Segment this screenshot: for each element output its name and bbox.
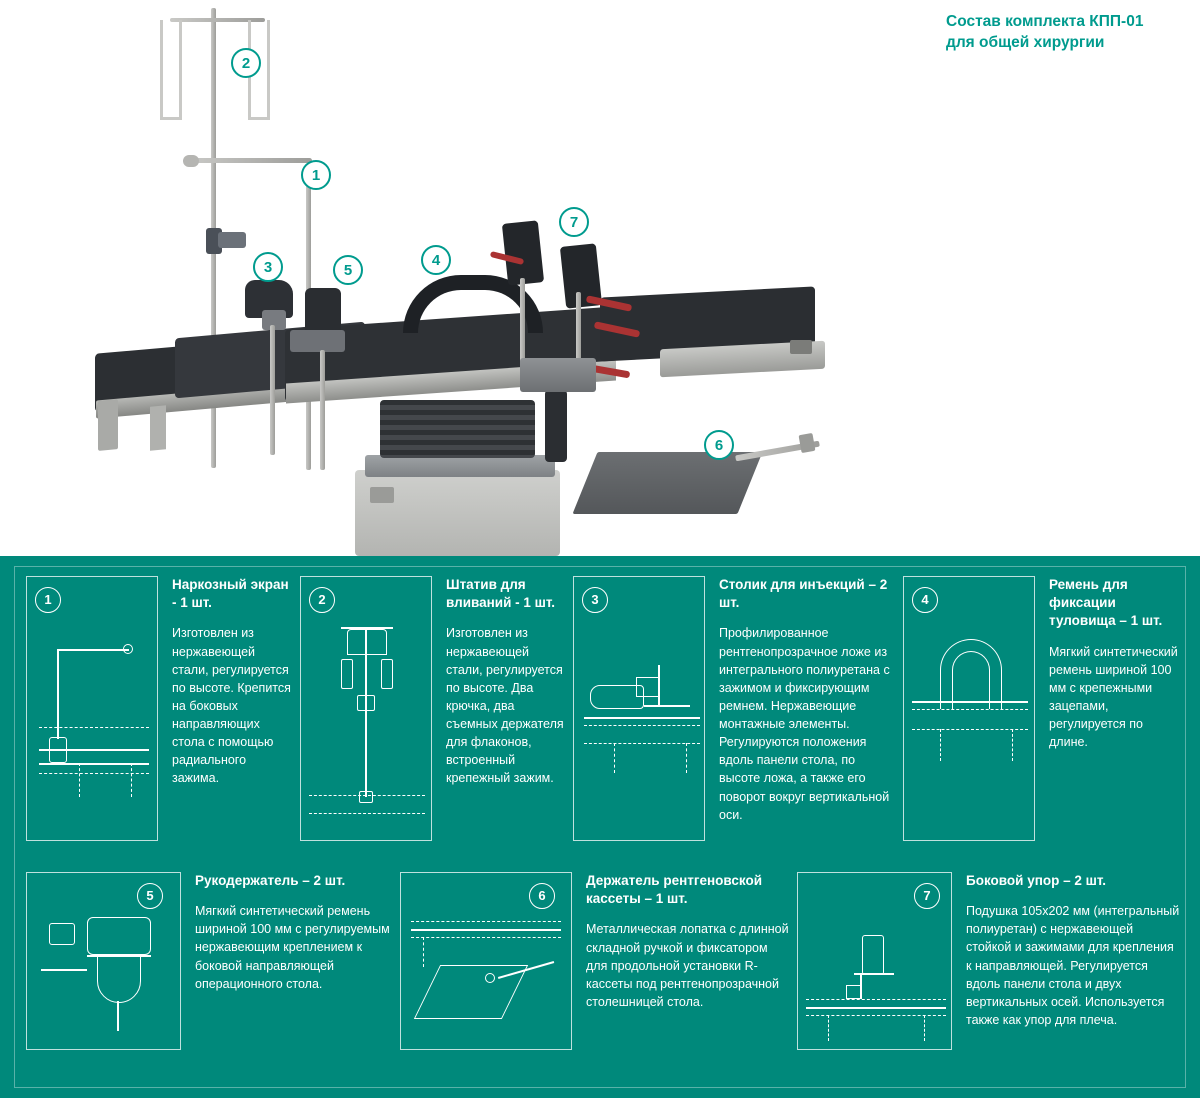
legend-panel bbox=[0, 556, 1200, 1098]
base-pedal bbox=[370, 487, 394, 503]
photo-callout-1[interactable]: 1 bbox=[301, 160, 331, 190]
legend-number-1: 1 bbox=[35, 587, 61, 613]
injection-table-post bbox=[270, 325, 275, 455]
column-bellows bbox=[380, 400, 535, 458]
legend-card-4 bbox=[903, 576, 1181, 841]
legend-number-7: 7 bbox=[914, 883, 940, 909]
legend-card-2 bbox=[300, 576, 565, 841]
figure-anesthesia-screen bbox=[26, 576, 158, 841]
hand-remote-control bbox=[545, 390, 567, 462]
arm-holder-post bbox=[320, 350, 325, 470]
legend-body-3: Профилированное рентгенопрозрачное ложе из интегрального полиуретана с зажимом и фиксирующим ремнем. Нержавеющие монтажные элементы. Регулируются положения вдоль панели стола, по высоте ложа, а также его поворот вокруг вертикальной оси. bbox=[719, 626, 890, 822]
legend-card-7 bbox=[797, 872, 1181, 1072]
leg-section-bracket-2 bbox=[150, 405, 166, 450]
legend-body-1: Изготовлен из нержавеющей стали, регулируется по высоте. Крепится на боковых направляющих стола с помощью радиального зажима. bbox=[172, 626, 291, 786]
iv-bottle-holder-left bbox=[160, 20, 182, 120]
legend-text-1 bbox=[158, 576, 291, 841]
legend-text-6 bbox=[572, 872, 790, 1072]
leg-section-bracket bbox=[98, 399, 118, 451]
legend-number-5: 5 bbox=[137, 883, 163, 909]
figure-iv-stand bbox=[300, 576, 432, 841]
figure-arm-holder bbox=[26, 872, 181, 1050]
anesthesia-screen-arm-end bbox=[183, 155, 199, 167]
head-rail-knob bbox=[790, 340, 812, 354]
legend-text-2 bbox=[432, 576, 565, 841]
legend-card-3 bbox=[573, 576, 893, 841]
legend-title-6: Держатель рентгеновской кассеты – 1 шт. bbox=[586, 873, 762, 907]
photo-callout-5[interactable]: 5 bbox=[333, 255, 363, 285]
photo-callout-2[interactable]: 2 bbox=[231, 48, 261, 78]
legend-body-5: Мягкий синтетический ремень шириной 100 мм с регулируемым нержавеющим креплением к боковой направляющей операционного стола. bbox=[195, 904, 390, 991]
legend-text-7 bbox=[952, 872, 1181, 1072]
legend-title-5: Рукодержатель – 2 шт. bbox=[195, 873, 346, 888]
arm-holder-mount bbox=[290, 330, 345, 352]
legend-body-7: Подушка 105x202 мм (интегральный полиуретан) с нержавеющей стойкой и зажимами для крепления к направляющей. Регулируется вдоль панели стола и двух вертикальных осей. Используется также как упор для плеча. bbox=[966, 904, 1180, 1027]
figure-injection-table bbox=[573, 576, 705, 841]
photo-callout-6[interactable]: 6 bbox=[704, 430, 734, 460]
legend-card-1 bbox=[26, 576, 291, 841]
iv-stand-clamp-knob bbox=[218, 232, 246, 248]
xray-cassette-plate bbox=[572, 452, 762, 514]
legend-text-3 bbox=[705, 576, 893, 841]
legend-text-4 bbox=[1035, 576, 1181, 841]
legend-body-4: Мягкий синтетический ремень шириной 100 мм с крепежными зацепами, регулируется по длине. bbox=[1049, 644, 1178, 750]
legend-body-2: Изготовлен из нержавеющей стали, регулируется по высоте. Два крючка, два съемных держателя для флаконов, встроенный крепежный зажим. bbox=[446, 626, 564, 786]
legend-title-3: Столик для инъекций – 2 шт. bbox=[719, 577, 888, 611]
legend-text-5 bbox=[181, 872, 391, 1072]
legend-number-3: 3 bbox=[582, 587, 608, 613]
photo-callout-4[interactable]: 4 bbox=[421, 245, 451, 275]
figure-body-strap bbox=[903, 576, 1035, 841]
base-collar bbox=[365, 455, 555, 477]
photo-callout-3[interactable]: 3 bbox=[253, 252, 283, 282]
figure-xray-cassette-holder bbox=[400, 872, 572, 1050]
legend-card-5 bbox=[26, 872, 391, 1072]
legend-title-7: Боковой упор – 2 шт. bbox=[966, 873, 1107, 888]
side-support-post-1 bbox=[520, 278, 525, 368]
page-title: Состав комплекта КПП-01 для общей хирургии bbox=[946, 13, 1144, 51]
legend-title-4: Ремень для фиксации туловища – 1 шт. bbox=[1049, 577, 1163, 629]
legend-title-1: Наркозный экран - 1 шт. bbox=[172, 577, 289, 611]
side-support-pad-1 bbox=[502, 220, 544, 285]
photo-callout-7[interactable]: 7 bbox=[559, 207, 589, 237]
legend-number-2: 2 bbox=[309, 587, 335, 613]
legend-card-6 bbox=[400, 872, 790, 1072]
figure-side-support bbox=[797, 872, 952, 1050]
legend-number-6: 6 bbox=[529, 883, 555, 909]
table-base bbox=[355, 470, 560, 556]
xray-cassette-handle-end bbox=[799, 433, 816, 453]
control-panel bbox=[520, 358, 596, 392]
anesthesia-screen-arm bbox=[188, 158, 312, 163]
legend-body-6: Металлическая лопатка с длинной складной ручкой и фиксатором для продольной установки R-кассеты под рентгенопрозрачной столешницей стола. bbox=[586, 922, 789, 1009]
legend-number-4: 4 bbox=[912, 587, 938, 613]
legend-title-2: Штатив для вливаний - 1 шт. bbox=[446, 577, 556, 611]
